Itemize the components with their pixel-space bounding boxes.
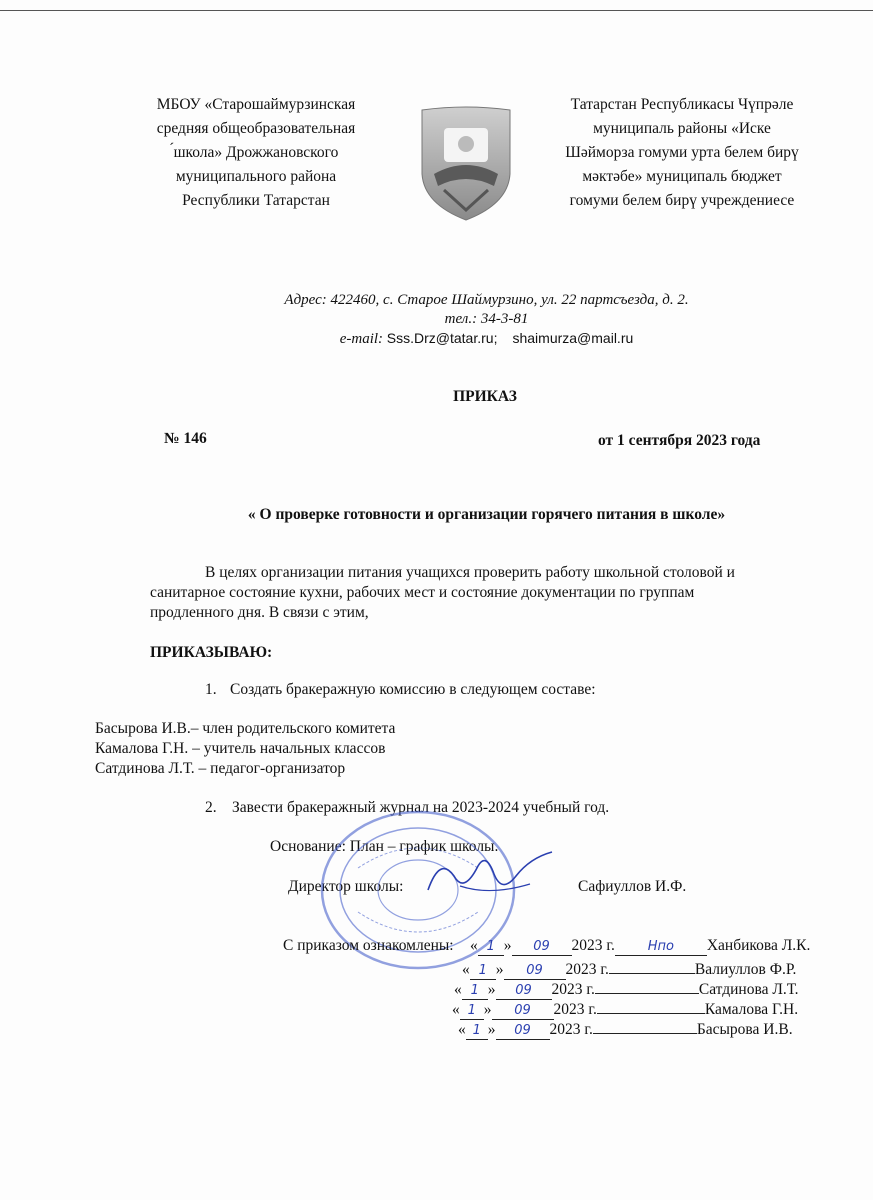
ack-row-1: « 1 » 09 2023 г. Нпо Ханбикова Л.К. — [470, 937, 811, 954]
basis-line: Основание: План – график школы. — [270, 838, 499, 855]
email-line: e-mail: Sss.Drz@tatar.ru; shaimurza@mail.ru — [339, 330, 634, 347]
ack-row-5: « 1 » 09 2023 г. Басырова И.В. — [458, 1017, 793, 1040]
ack-month: 09 — [496, 983, 552, 1000]
director-name: Сафиуллов И.Ф. — [578, 878, 687, 895]
intro-line-3: продленного дня. В связи с этим, — [150, 604, 369, 621]
order-word: ПРИКАЗЫВАЮ: — [150, 644, 273, 661]
top-rule — [0, 10, 873, 11]
address-line: Адрес: 422460, с. Старое Шаймурзино, ул. 22 партсъезда, д. 2. — [284, 292, 689, 308]
item-1-text: Создать бракеражную комиссию в следующем составе: — [230, 681, 596, 698]
ack-day: 1 — [478, 939, 504, 956]
ack-name: Басырова И.В. — [696, 1021, 793, 1038]
ack-day: 1 — [460, 1003, 484, 1020]
ack-signature-line — [609, 957, 695, 974]
ack-month: 09 — [496, 1023, 550, 1040]
order-title: ПРИКАЗ — [453, 388, 517, 405]
ack-month: 09 — [504, 963, 566, 980]
ack-month: 09 — [492, 1003, 554, 1020]
director-label: Директор школы: — [288, 878, 404, 895]
ack-signature-line — [597, 997, 705, 1014]
intro-line-1: В целях организации питания учащихся проверить работу школьной столовой и — [205, 564, 735, 581]
order-number: № 146 — [164, 430, 207, 447]
ack-row-2: « 1 » 09 2023 г. Валиуллов Ф.Р. — [462, 957, 796, 980]
ack-signature-line — [593, 1017, 697, 1034]
ack-month: 09 — [512, 939, 572, 956]
ack-signature-line — [595, 977, 699, 994]
coat-of-arms-icon — [414, 104, 518, 224]
item-2-number: 2. — [205, 799, 217, 816]
ack-name: Камалова Г.Н. — [704, 1001, 799, 1018]
email-link-1[interactable]: Sss.Drz@tatar.ru; — [386, 330, 498, 346]
email-link-2[interactable]: shaimurza@mail.ru — [512, 330, 634, 346]
phone-line: тел.: 34-3-81 — [444, 311, 529, 327]
item-2-text: Завести бракеражный журнал на 2023-2024 учебный год. — [232, 799, 610, 816]
item-1-number: 1. — [205, 681, 217, 698]
ack-day: 1 — [470, 963, 496, 980]
member-2: Камалова Г.Н. – учитель начальных классов — [95, 740, 386, 757]
order-subject: « О проверке готовности и организации горячего питания в школе» — [247, 506, 726, 523]
ack-name: Сатдинова Л.Т. — [698, 981, 799, 998]
member-3: Сатдинова Л.Т. – педагог-организатор — [95, 760, 346, 777]
school-name-tatar: Татарстан Республикасы Чүпрәле муниципаль районы «Иске Шәйморза гомуми урта белем бирү мәктәбе» муниципаль бюджет гомуми белем бирү учреждениесе — [565, 96, 799, 209]
ack-day: 1 — [466, 1023, 488, 1040]
ack-row-4: « 1 » 09 2023 г. Камалова Г.Н. — [452, 997, 798, 1020]
address-block — [150, 291, 823, 349]
ack-name: Ханбикова Л.К. — [706, 937, 811, 954]
ack-signature: Нпо — [615, 939, 707, 956]
ack-day: 1 — [462, 983, 488, 1000]
intro-line-2: санитарное состояние кухни, рабочих мест и состояние документации по группам — [150, 584, 695, 601]
handwritten-signature — [420, 846, 560, 906]
ack-row-3: « 1 » 09 2023 г. Сатдинова Л.Т. — [454, 977, 799, 1000]
member-1: Басырова И.В.– член родительского комитета — [95, 720, 396, 737]
order-date: от 1 сентября 2023 года — [598, 432, 761, 449]
school-name-russian: МБОУ «Старошаймурзинская средняя общеобразовательная ́школа» Дрожжановского муниципального района Республики Татарстан — [156, 96, 356, 209]
ack-name: Валиуллов Ф.Р. — [694, 961, 797, 978]
ack-label: С приказом ознакомлены: — [283, 937, 454, 954]
